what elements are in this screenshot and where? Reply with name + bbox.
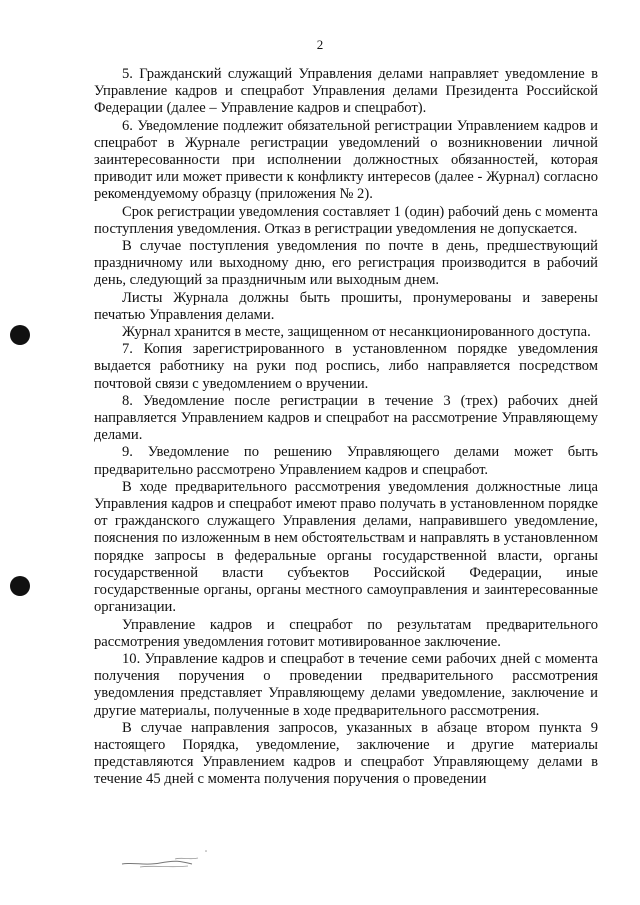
paragraph-5: 5. Гражданский служащий Управления делами направляет уведомление в Управление кадров и спецработ Управления делами Президента Российской Федерации (далее – Управление кадров и спецработ). — [94, 66, 598, 117]
page-number: 2 — [316, 37, 324, 52]
paragraph-mail-receipt: В случае поступления уведомления по почте в день, предшествующий праздничному или выходному дню, его регистрация производится в рабочий день, следующий за праздничным или выходным днем. — [94, 238, 598, 289]
paragraph-preliminary-review: В ходе предварительного рассмотрения уведомления должностные лица Управления кадров и спецработ имеют право получать в установленном порядке от гражданского служащего Управления делами, направившего уведомление, пояснения по изложенным в нем обстоятельствам и направлять в установленном порядке запросы в федеральные органы государственной власти, органы государственной власти субъектов Российской Федерации, иные государственные органы, органы местного самоуправления и заинтересованные организации. — [94, 478, 598, 616]
paragraph-8: 8. Уведомление после регистрации в течение 3 (трех) рабочих дней направляется Управлением кадров и спецработ на рассмотрение Управляющему делами. — [94, 392, 598, 444]
paragraph-requests: В случае направления запросов, указанных в абзаце втором пункта 9 настоящего Порядка, уведомление, заключение и другие материалы представляются Управлением кадров и спецработ Управляющему делами в течение 45 дней с момента получения поручения о проведении — [94, 719, 598, 788]
paragraph-6: 6. Уведомление подлежит обязательной регистрации Управлением кадров и спецработ в Журнале регистрации уведомлений о возникновении личной заинтересованности при исполнении должностных обязанностей, которая приводит или может привести к конфликту интересов (далее - Журнал) согласно рекомендуемому образцу (приложения № 2). — [94, 117, 598, 203]
punch-hole-icon — [10, 325, 30, 345]
paragraph-7: 7. Копия зарегистрированного в установленном порядке уведомления выдается работнику на руки под роспись, либо направляется посредством почтовой связи с уведомлением о вручении. — [94, 341, 598, 392]
punch-hole-icon — [10, 576, 30, 596]
paragraph-journal-sheets: Листы Журнала должны быть прошиты, пронумерованы и заверены печатью Управления делами. — [94, 289, 598, 323]
paragraph-registration-term: Срок регистрации уведомления составляет 1 (один) рабочий день с момента поступления уведомления. Отказ в регистрации уведомления не допускается. — [94, 203, 598, 237]
signature-mark — [120, 842, 230, 872]
paragraph-9: 9. Уведомление по решению Управляющего делами может быть предварительно рассмотрено Управлением кадров и спецработ. — [94, 444, 598, 478]
paragraph-journal-storage: Журнал хранится в месте, защищенном от несанкционированного доступа. — [122, 324, 591, 341]
paragraph-reasoned-conclusion: Управление кадров и спецработ по результатам предварительного рассмотрения уведомления готовит мотивированное заключение. — [94, 616, 598, 650]
paragraph-10: 10. Управление кадров и спецработ в течение семи рабочих дней с момента получения поручения о проведении предварительного рассмотрения уведомления представляет Управляющему делами уведомление, заключение и другие материалы, полученные в ходе предварительного рассмотрения. — [94, 650, 598, 719]
document-body — [94, 66, 598, 789]
